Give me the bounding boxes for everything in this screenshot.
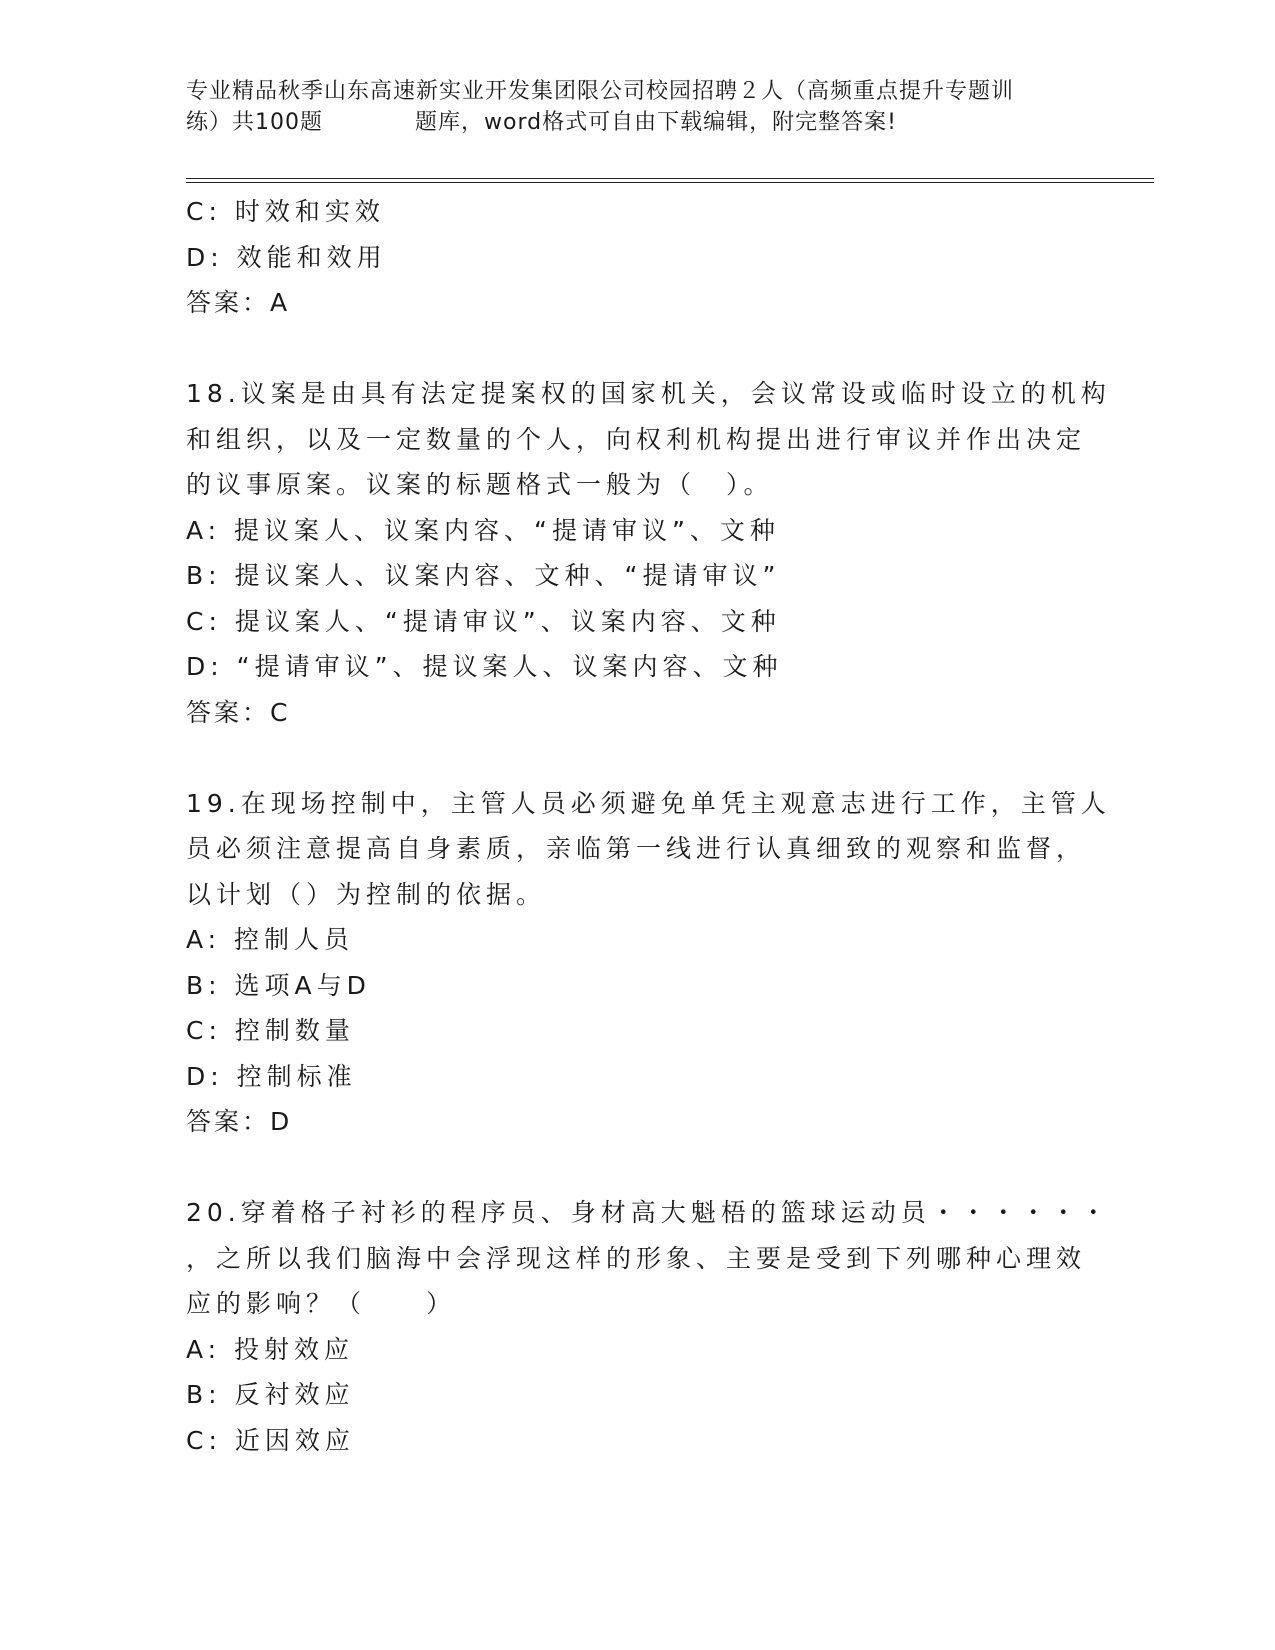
spacer bbox=[186, 1145, 1086, 1191]
answer-line: 答案：A bbox=[186, 288, 291, 317]
question-20 bbox=[186, 1190, 1111, 1463]
question-stem-line: 的议事原案。议案的标题格式一般为（ ）。 bbox=[186, 470, 774, 499]
option-b: B: 提议案人、议案内容、文种、“提请审议” bbox=[186, 561, 781, 590]
header-divider-top bbox=[186, 178, 1154, 179]
option-d: D: 效能和效用 bbox=[186, 242, 387, 272]
option-c: C: 近因效应 bbox=[186, 1425, 355, 1455]
page-header bbox=[186, 76, 1086, 138]
question-stem-line: 19.在现场控制中，主管人员必须避免单凭主观意志进行工作，主管人 bbox=[186, 788, 1111, 818]
answer-line: 答案：D bbox=[186, 1107, 293, 1136]
option-c: C: 提议案人、“提请审议”、议案内容、文种 bbox=[186, 606, 781, 636]
question-stem-line: 18.议案是由具有法定提案权的国家机关，会议常设或临时设立的机构 bbox=[186, 379, 1111, 408]
question-stem-line: 应的影响？（ ） bbox=[186, 1289, 457, 1318]
option-d: D: “提请审议”、提议案人、议案内容、文种 bbox=[186, 652, 783, 681]
question-19 bbox=[186, 781, 1111, 1145]
option-c: C: 控制数量 bbox=[186, 1016, 355, 1045]
answer-line: 答案：C bbox=[186, 697, 291, 727]
question-18 bbox=[186, 371, 1111, 735]
spacer bbox=[186, 326, 1086, 372]
header-line-2: 练）共100题 题库，word格式可自由下载编辑，附完整答案! bbox=[186, 110, 897, 135]
option-b: B: 反衬效应 bbox=[186, 1380, 355, 1409]
option-d: D: 控制标准 bbox=[186, 1061, 357, 1091]
question-stem-line: ，之所以我们脑海中会浮现这样的形象、主要是受到下列哪种心理效 bbox=[186, 1243, 1087, 1273]
option-a: A: 提议案人、议案内容、“提请审议”、文种 bbox=[186, 515, 780, 545]
header-divider-bottom bbox=[186, 182, 1154, 183]
page-content bbox=[186, 189, 1111, 1463]
option-c: C: 时效和实效 bbox=[186, 197, 385, 226]
option-b: B: 选项A与D bbox=[186, 970, 371, 1000]
header-line-1: 专业精品秋季山东高速新实业开发集团限公司校园招聘２人（高频重点提升专题训 bbox=[186, 79, 1015, 104]
spacer bbox=[186, 735, 1086, 781]
option-a: A: 投射效应 bbox=[186, 1334, 355, 1364]
question-17-continuation bbox=[186, 189, 1086, 326]
option-a: A: 控制人员 bbox=[186, 925, 355, 954]
question-stem-line: 以计划（）为控制的依据。 bbox=[186, 879, 547, 909]
question-stem-line: 员必须注意提高自身素质，亲临第一线进行认真细致的观察和监督， bbox=[186, 834, 1087, 863]
question-stem-line: 20.穿着格子衬衫的程序员、身材高大魁梧的篮球运动员・・・・・・ bbox=[186, 1198, 1111, 1227]
question-stem-line: 和组织，以及一定数量的个人，向权利机构提出进行审议并作出决定 bbox=[186, 424, 1087, 454]
